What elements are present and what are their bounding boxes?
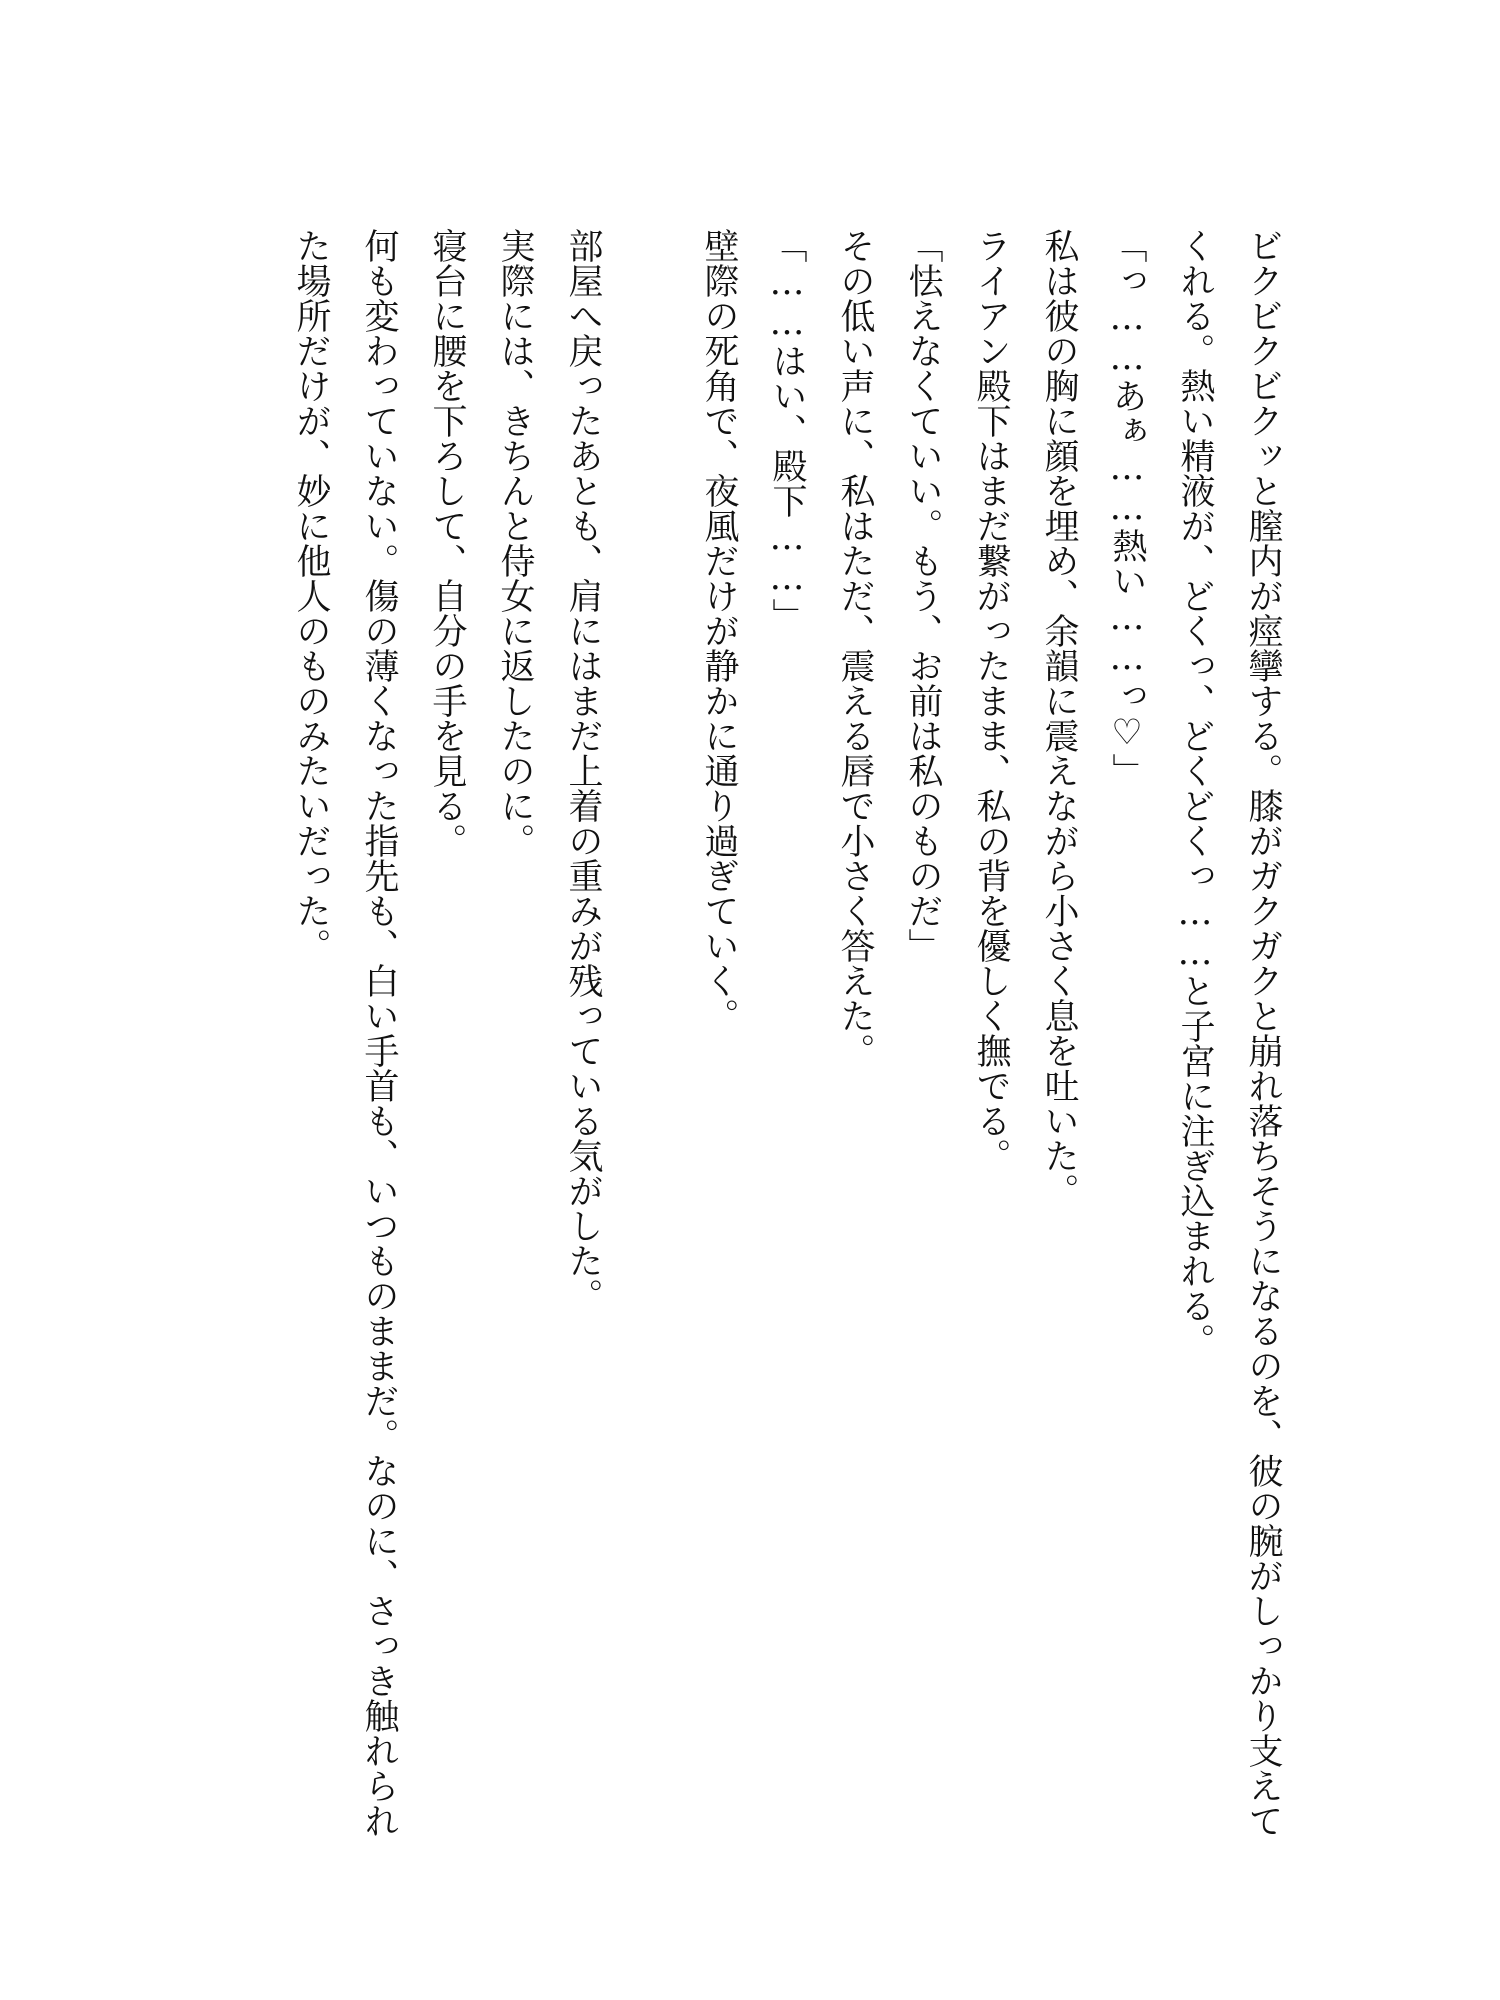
text-column: 「っ……あぁ……熱い……っ♡」 <box>1107 228 1147 788</box>
text-column: 何も変わっていない。傷の薄くなった指先も、白い手首も、いつものままだ。なのに、さっき触れられ <box>359 228 399 1838</box>
text-column: 「……はい、殿下……」 <box>767 228 807 633</box>
text-column: 壁際の死角で、夜風だけが静かに通り過ぎていく。 <box>699 228 739 1033</box>
text-column: くれる。熱い精液が、どくっ、どくどくっ……と子宮に注ぎ込まれる。 <box>1175 228 1215 1358</box>
text-column: 実際には、きちんと侍女に返したのに。 <box>495 228 535 858</box>
text-column: ビクビクビクッと膣内が痙攣する。膝がガクガクと崩れ落ちそうになるのを、彼の腕がしっかり支えて <box>1243 228 1283 1838</box>
text-column: 私は彼の胸に顔を埋め、余韻に震えながら小さく息を吐いた。 <box>1039 228 1079 1208</box>
text-column: た場所だけが、妙に他人のものみたいだった。 <box>291 228 331 963</box>
text-column: ライアン殿下はまだ繋がったまま、私の背を優しく撫でる。 <box>971 228 1011 1173</box>
text-column: 寝台に腰を下ろして、自分の手を見る。 <box>427 228 467 858</box>
blank-column <box>617 228 685 1948</box>
text-column: 部屋へ戻ったあとも、肩にはまだ上着の重みが残っている気がした。 <box>563 228 603 1313</box>
text-column: その低い声に、私はただ、震える唇で小さく答えた。 <box>835 228 875 1068</box>
text-column: 「怯えなくていい。もう、お前は私のものだ」 <box>903 228 943 963</box>
